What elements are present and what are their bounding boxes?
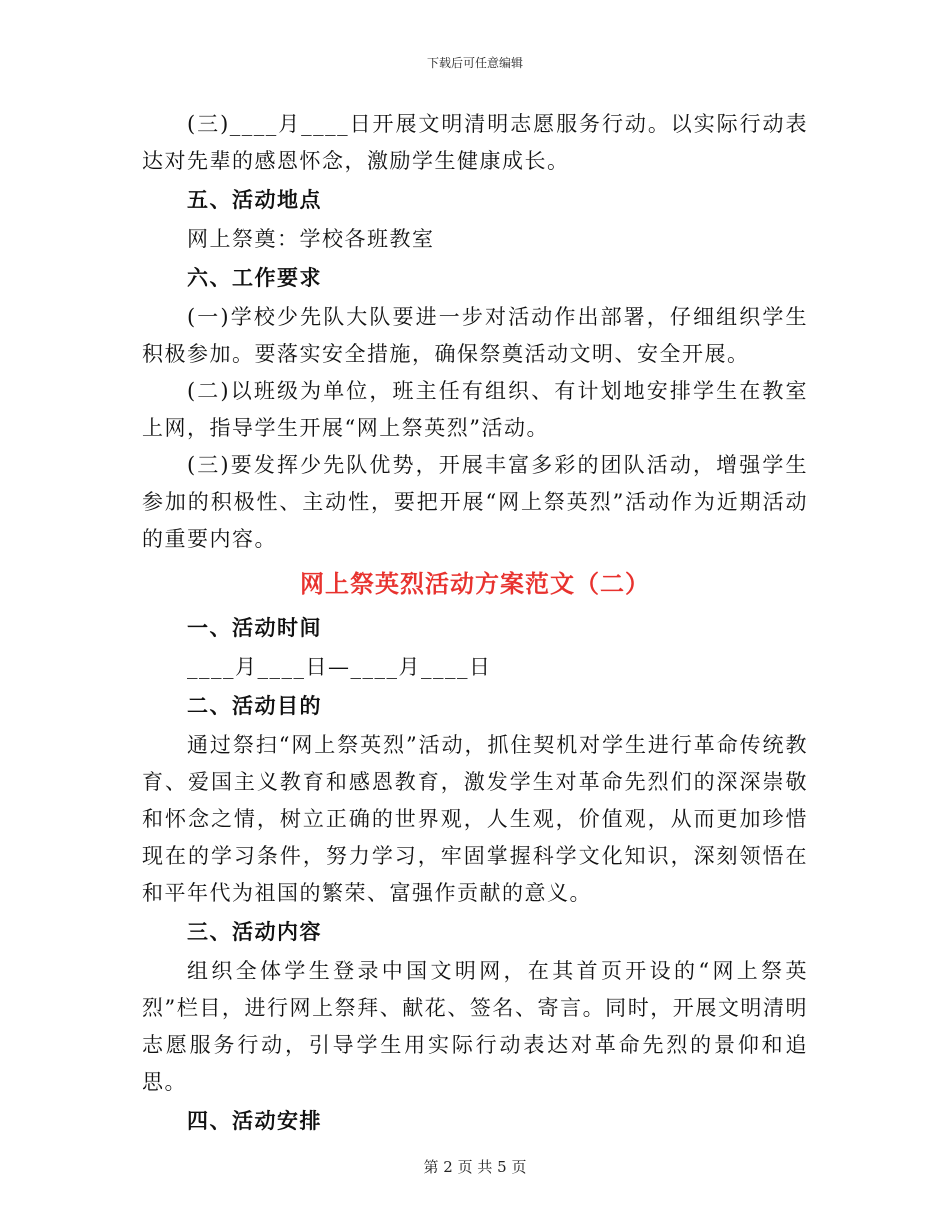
section-title: 网上祭英烈活动方案范文（二） (300, 570, 650, 598)
heading-activity-purpose: 二、活动目的 (187, 694, 322, 718)
paragraph-time: ____月____日—____月____日 (187, 655, 492, 679)
heading-activity-location: 五、活动地点 (187, 188, 322, 212)
heading-activity-arrangement: 四、活动安排 (187, 1109, 322, 1133)
document-body (142, 106, 808, 1142)
paragraph-location: 网上祭奠：学校各班教室 (187, 227, 435, 251)
paragraph-requirement-1: (一)学校少先队大队要进一步对活动作出部署，仔细组织学生积极参加。要落实安全措施，确保祭奠活动文明、安全开展。 (142, 305, 808, 366)
paragraph-requirement-2: (二)以班级为单位，班主任有组织、有计划地安排学生在教室上网，指导学生开展“网上祭英烈”活动。 (142, 379, 808, 440)
heading-activity-time: 一、活动时间 (187, 616, 322, 640)
header-note: 下载后可任意编辑 (426, 56, 523, 70)
paragraph-purpose: 通过祭扫“网上祭英烈”活动，抓住契机对学生进行革命传统教育、爱国主义教育和感恩教育，激发学生对革命先烈们的深深崇敬和怀念之情，树立正确的世界观，人生观，价值观，从而更加珍惜现在的学习条件，努力学习，牢固掌握科学文化知识，深刻领悟在和平年代为祖国的繁荣、富强作贡献的意义。 (142, 733, 808, 905)
heading-work-requirements: 六、工作要求 (187, 266, 322, 290)
paragraph-content: 组织全体学生登录中国文明网，在其首页开设的“网上祭英烈”栏目，进行网上祭拜、献花、签名、寄言。同时，开展文明清明志愿服务行动，引导学生用实际行动表达对革命先烈的景仰和追思。 (142, 959, 808, 1094)
heading-activity-content: 三、活动内容 (187, 920, 322, 944)
page-number: 第 2 页 共 5 页 (423, 1158, 527, 1176)
paragraph-requirement-3: (三)要发挥少先队优势，开展丰富多彩的团队活动，增强学生参加的积极性、主动性，要把开展“网上祭英烈”活动作为近期活动的重要内容。 (142, 453, 808, 551)
paragraph-item-3: (三)____月____日开展文明清明志愿服务行动。以实际行动表达对先辈的感恩怀念，激励学生健康成长。 (142, 112, 808, 173)
